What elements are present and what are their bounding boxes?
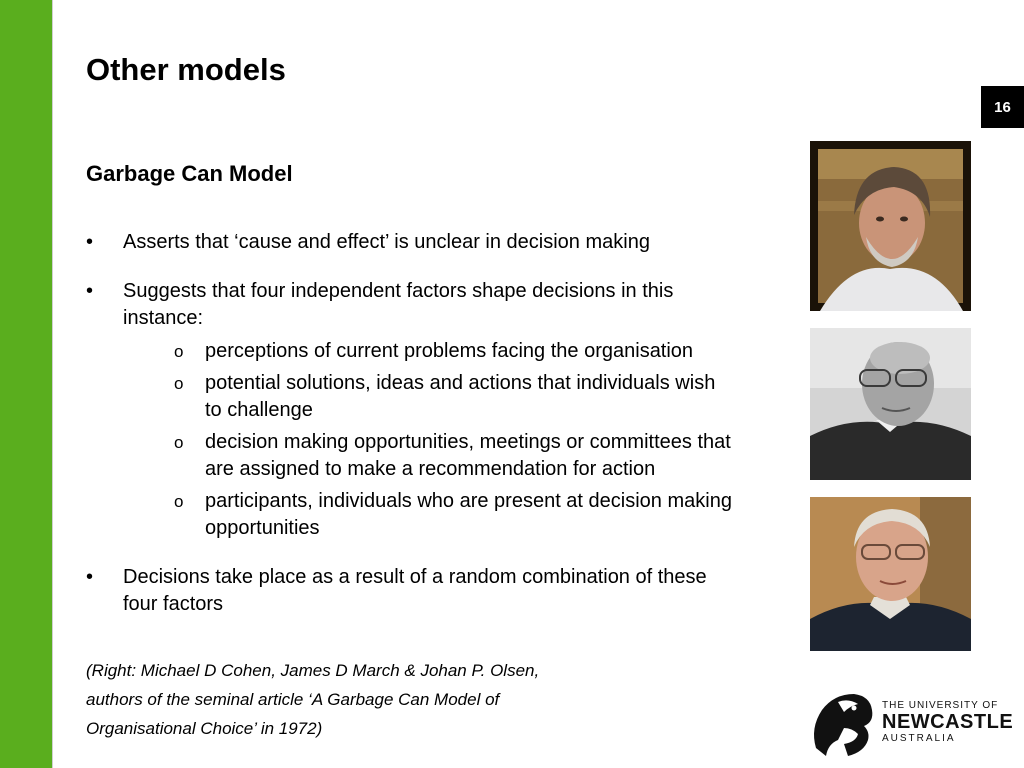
left-accent-bar [0,0,52,768]
bullet-item [86,278,736,542]
sub-bullet-item [123,488,736,542]
university-logo [808,688,1014,760]
sub-bullet-text: perceptions of current problems facing the organisation [205,340,694,362]
sub-bullet-item [123,370,736,424]
author-photo-march [810,328,971,480]
bullet-marker: • [86,566,94,588]
sub-bullet-text: potential solutions, ideas and actions that individuals wish to challenge [205,372,716,421]
sub-bullet-marker: o [174,374,184,393]
logo-wordmark [882,700,1013,744]
sub-bullet-list [123,338,736,542]
photo-caption [86,656,686,743]
caption-line: Organisational Choice’ in 1972) [86,719,323,738]
bullet-list [86,229,736,640]
author-photo-cohen [810,141,971,311]
author-photo-olsen [810,497,971,651]
logo-line: THE UNIVERSITY OF [882,700,999,711]
bullet-text: Decisions take place as a result of a random combination of these four factors [123,566,707,615]
bullet-text: Asserts that ‘cause and effect’ is unclear in decision making [123,231,650,253]
logo-line: NEWCASTLE [882,711,1014,733]
logo-line: AUSTRALIA [882,733,956,744]
sub-bullet-text: decision making opportunities, meetings or committees that are assigned to make a recommendation for action [205,431,731,480]
sub-bullet-item [123,338,736,365]
sub-bullet-item [123,429,736,483]
caption-line: (Right: Michael D Cohen, James D March & Johan P. Olsen, [86,661,540,680]
bullet-text: Suggests that four independent factors shape decisions in this instance: [123,280,674,329]
sub-bullet-text: participants, individuals who are present at decision making opportunities [205,490,732,539]
sub-bullet-marker: o [174,492,184,511]
sub-bullet-marker: o [174,342,184,361]
divider [52,0,53,768]
section-subtitle: Garbage Can Model [86,161,293,186]
bullet-item [86,229,736,256]
bullet-marker: • [86,231,94,253]
bullet-item [86,564,736,618]
bullet-marker: • [86,280,94,302]
seahorse-icon [808,688,878,760]
slide-title: Other models [86,52,286,87]
caption-line: authors of the seminal article ‘A Garbage Can Model of [86,690,500,709]
sub-bullet-marker: o [174,433,184,452]
page-number-badge: 16 [981,86,1024,128]
